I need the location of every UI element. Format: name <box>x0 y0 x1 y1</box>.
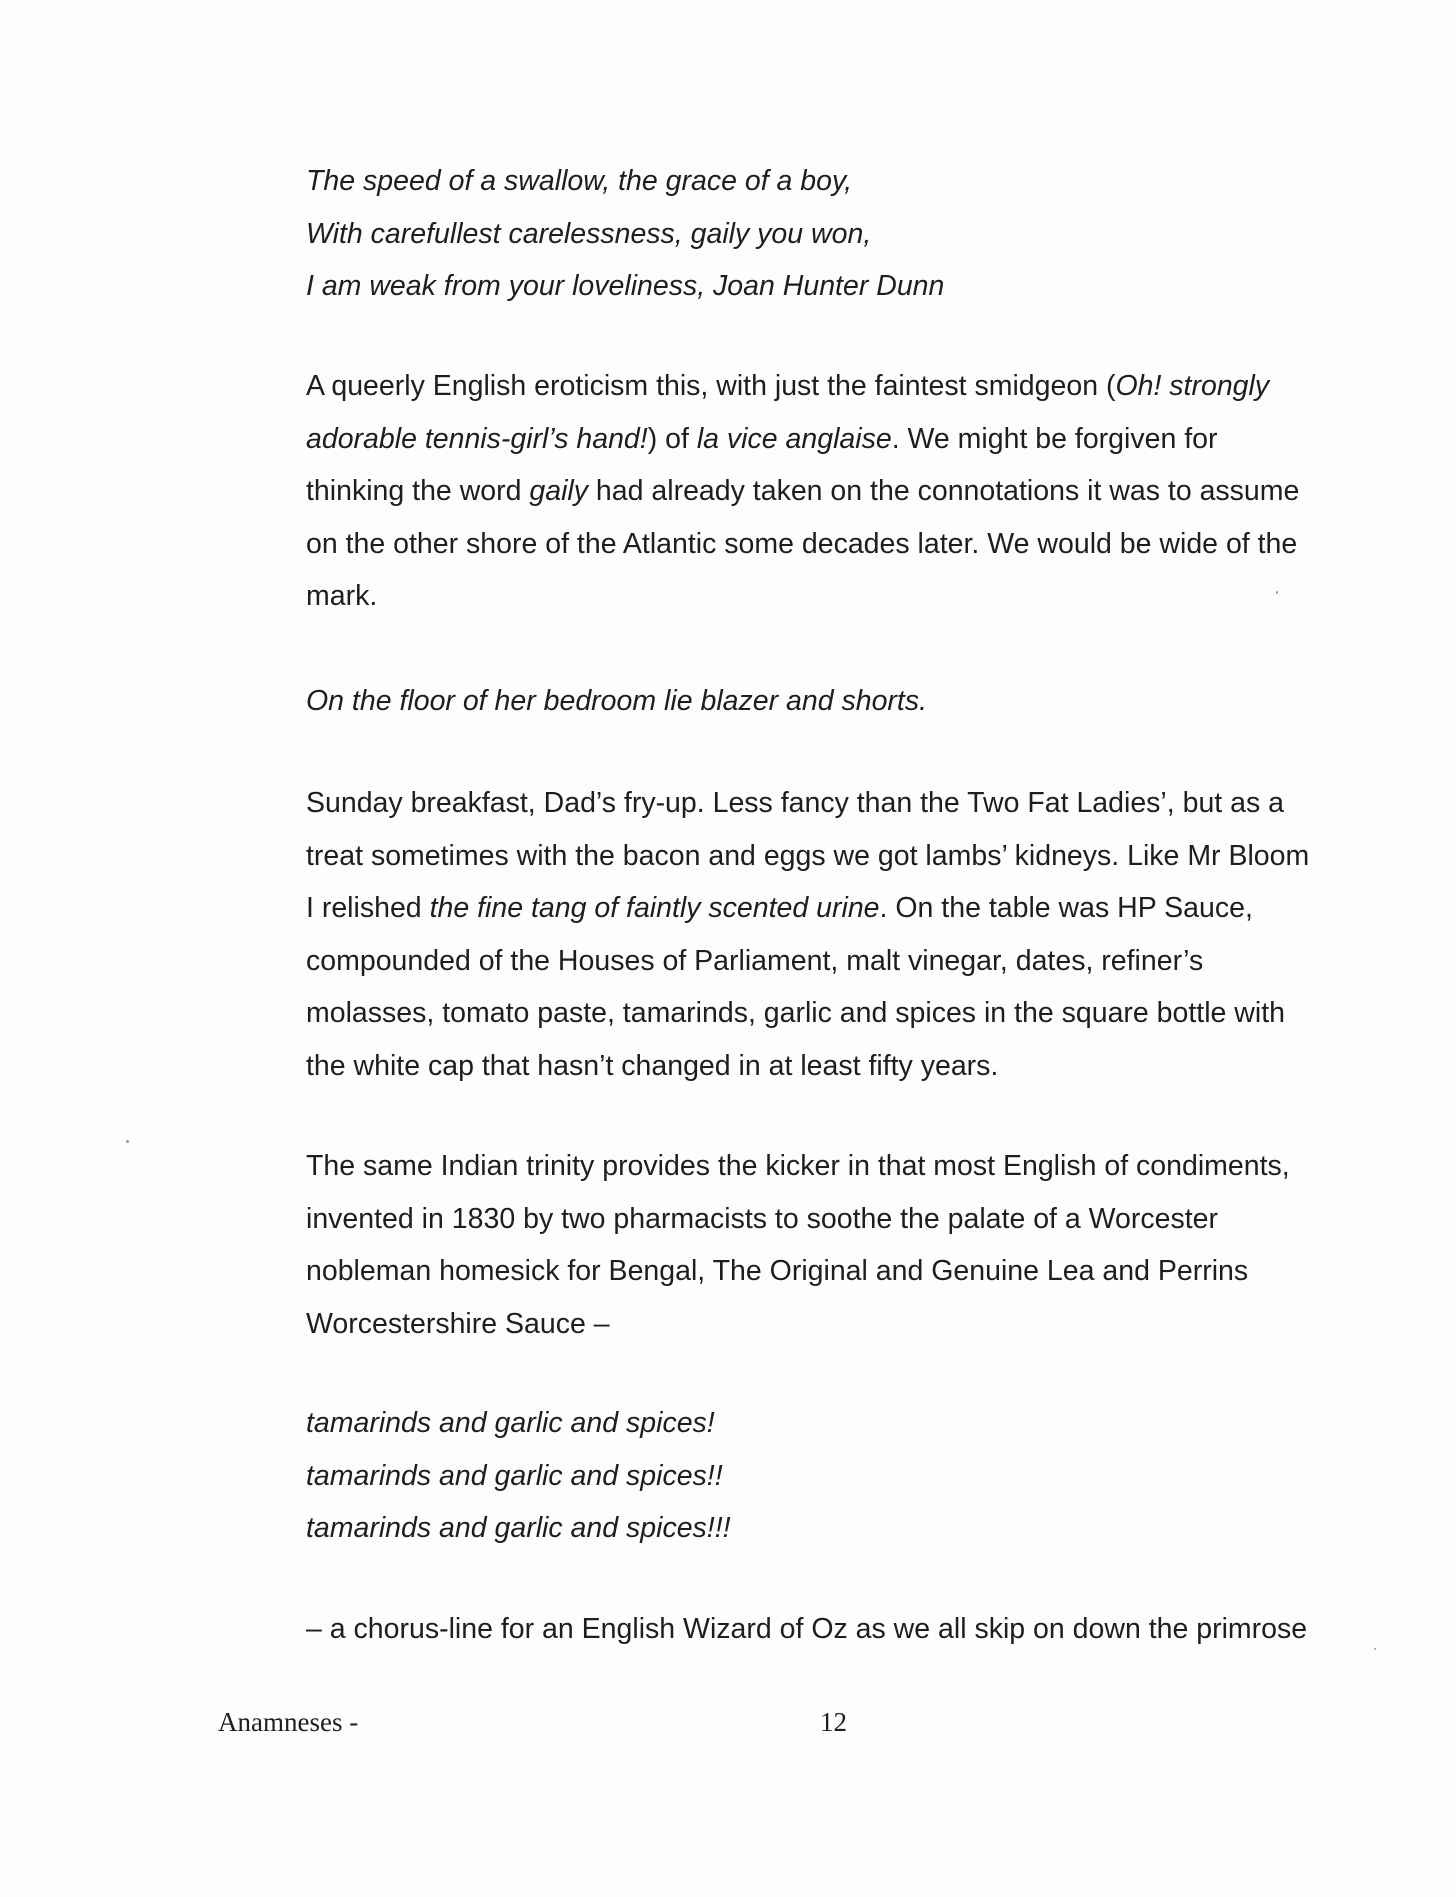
text-line <box>306 882 1366 935</box>
paragraph-2 <box>306 777 1366 1092</box>
text-run: ) of <box>647 422 697 455</box>
text-run: A queerly English eroticism this, with just the faintest smidgeon ( <box>306 370 1116 402</box>
text-line: Worcestershire Sauce – <box>306 1307 610 1340</box>
text-line: treat sometimes with the bacon and eggs we got lambs’ kidneys. Like Mr Bloom <box>306 839 1310 872</box>
verse-line: I am weak from your loveliness, Joan Hunter Dunn <box>306 270 945 302</box>
text-line: Sunday breakfast, Dad’s fry-up. Less fancy than the Two Fat Ladies’, but as a <box>306 787 1285 819</box>
italic-run: the fine tang of faintly scented urine <box>429 892 880 924</box>
text-run: . On the table was HP Sauce, <box>879 892 1253 924</box>
verse-stanza-1 <box>306 155 1366 313</box>
italic-run: Oh! strongly <box>1115 370 1270 402</box>
verse-line: tamarinds and garlic and spices!! <box>306 1459 723 1492</box>
text-line: the white cap that hasn’t changed in at least fifty years. <box>306 1049 999 1082</box>
text-line: molasses, tomato paste, tamarinds, garlic and spices in the square bottle with <box>306 997 1285 1029</box>
scan-speck <box>1374 1648 1376 1650</box>
text-line: The same Indian trinity provides the kicker in that most English of condiments, <box>306 1150 1290 1182</box>
text-run: thinking the word <box>306 475 530 507</box>
paragraph-1 <box>306 360 1366 623</box>
text-run: had already taken on the connotations it was to assume <box>588 475 1300 507</box>
text-line: mark. <box>306 580 378 612</box>
verse-line: With carefullest carelessness, gaily you won, <box>306 217 872 250</box>
verse-line: On the floor of her bedroom lie blazer and shorts. <box>306 685 928 717</box>
page-number: 12 <box>820 1707 847 1737</box>
paragraph-4 <box>306 1603 1366 1656</box>
text-line: on the other shore of the Atlantic some decades later. We would be wide of the <box>306 527 1298 560</box>
text-line <box>306 360 1366 413</box>
footer-title: Anamneses - <box>218 1707 359 1737</box>
italic-run: gaily <box>529 475 589 507</box>
verse-line: tamarinds and garlic and spices!!! <box>306 1512 731 1544</box>
verse-stanza-3 <box>306 1397 1366 1555</box>
text-run: . We might be forgiven for <box>891 422 1218 455</box>
italic-run: la vice anglaise <box>696 422 892 455</box>
paragraph-3 <box>306 1140 1366 1350</box>
verse-stanza-2 <box>306 675 1366 728</box>
italic-run: adorable tennis-girl’s hand! <box>306 422 648 455</box>
scan-speck <box>126 1140 129 1143</box>
verse-line: The speed of a swallow, the grace of a boy, <box>306 165 853 197</box>
text-line: compounded of the Houses of Parliament, malt vinegar, dates, refiner’s <box>306 944 1204 977</box>
text-line: nobleman homesick for Bengal, The Original and Genuine Lea and Perrins <box>306 1255 1249 1287</box>
text-line <box>306 413 1366 466</box>
verse-line: tamarinds and garlic and spices! <box>306 1407 715 1439</box>
text-line <box>306 465 1366 518</box>
text-line: – a chorus-line for an English Wizard of Oz as we all skip on down the primrose <box>306 1613 1308 1645</box>
text-line: invented in 1830 by two pharmacists to soothe the palate of a Worcester <box>306 1202 1218 1235</box>
text-run: I relished <box>306 892 430 924</box>
